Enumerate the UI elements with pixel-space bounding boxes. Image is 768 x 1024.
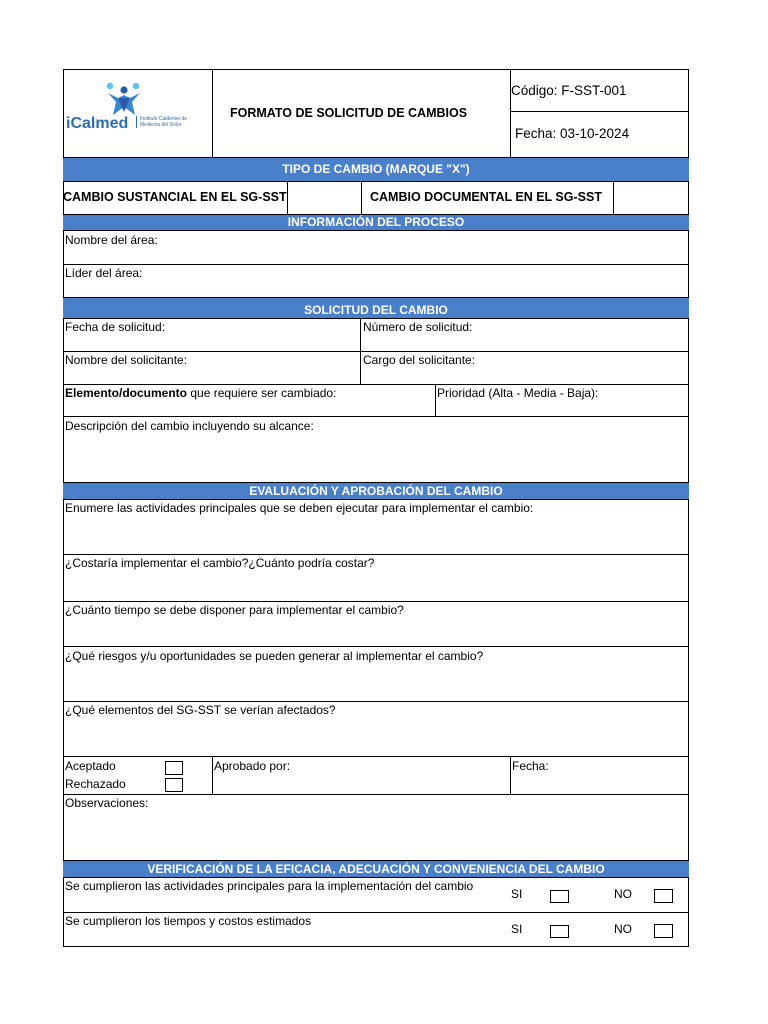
border-right bbox=[688, 69, 689, 947]
option-divider-2 bbox=[361, 182, 362, 215]
change-request-form bbox=[63, 69, 689, 947]
description-label: Descripción del cambio incluyendo su alcance: bbox=[65, 419, 314, 433]
verify-time-cost-no-label: NO bbox=[614, 922, 632, 936]
row-line bbox=[63, 416, 689, 417]
requester-role-label: Cargo del solicitante: bbox=[363, 353, 476, 367]
verify-activities-yes-checkbox[interactable] bbox=[550, 890, 569, 903]
row-line bbox=[63, 794, 689, 795]
logo-subtext: Instituto Caldense de Medicina del Dolor bbox=[136, 116, 192, 128]
verify-activities-yes-label: SI bbox=[511, 887, 523, 901]
element-label-rest: que requiere ser cambiado: bbox=[187, 386, 337, 400]
rejected-label: Rechazado bbox=[65, 777, 126, 791]
cell-divider bbox=[212, 756, 213, 794]
element-label-bold: Elemento/documento bbox=[65, 386, 188, 400]
option-documental-mark-cell[interactable] bbox=[614, 183, 688, 214]
option-sustancial: CAMBIO SUSTANCIAL EN EL SG-SST bbox=[63, 190, 287, 204]
form-code: Código: F-SST-001 bbox=[511, 83, 627, 98]
accepted-checkbox[interactable] bbox=[165, 761, 183, 775]
approval-date-label: Fecha: bbox=[512, 759, 549, 773]
band-verificacion: VERIFICACIÓN DE LA EFICACIA, ADECUACIÓN Y CONVENIENCIA DEL CAMBIO bbox=[63, 860, 689, 878]
risks-label: ¿Qué riesgos y/u oportunidades se pueden generar al implementar el cambio? bbox=[65, 649, 484, 663]
row-line bbox=[63, 646, 689, 647]
cell-divider bbox=[435, 384, 436, 417]
rejected-checkbox[interactable] bbox=[165, 778, 183, 792]
form-date: Fecha: 03-10-2024 bbox=[515, 126, 630, 141]
observations-label: Observaciones: bbox=[65, 796, 149, 810]
band-solicitud: SOLICITUD DEL CAMBIO bbox=[63, 297, 689, 319]
element-label bbox=[65, 386, 336, 400]
band-tipo-cambio: TIPO DE CAMBIO (MARQUE "X") bbox=[63, 157, 689, 182]
verify-time-cost-label: Se cumplieron los tiempos y costos estimados bbox=[65, 914, 312, 928]
row-line bbox=[63, 264, 689, 265]
area-name-label: Nombre del área: bbox=[65, 233, 158, 247]
cell-divider bbox=[360, 319, 361, 385]
area-leader-label: Líder del área: bbox=[65, 266, 143, 280]
accepted-label: Aceptado bbox=[65, 759, 116, 773]
row-line bbox=[63, 351, 689, 352]
header-divider-1 bbox=[212, 69, 213, 157]
row-line bbox=[63, 384, 689, 385]
cost-label: ¿Costaría implementar el cambio?¿Cuánto podría costar? bbox=[65, 556, 375, 570]
band-evaluacion: EVALUACIÓN Y APROBACIÓN DEL CAMBIO bbox=[63, 482, 689, 500]
request-number-label: Número de solicitud: bbox=[363, 320, 473, 334]
affected-elements-label: ¿Qué elementos del SG-SST se verían afectados? bbox=[65, 703, 336, 717]
cell-divider bbox=[510, 756, 511, 794]
verify-activities-no-checkbox[interactable] bbox=[654, 889, 673, 903]
time-label: ¿Cuánto tiempo se debe disponer para implementar el cambio? bbox=[65, 603, 404, 617]
verify-time-cost-yes-checkbox[interactable] bbox=[550, 925, 569, 938]
row-line bbox=[63, 701, 689, 702]
verify-activities-label: Se cumplieron las actividades principales para la implementación del cambio bbox=[65, 879, 474, 893]
row-line bbox=[63, 756, 689, 757]
form-title: FORMATO DE SOLICITUD DE CAMBIOS bbox=[230, 106, 468, 120]
priority-label: Prioridad (Alta - Media - Baja): bbox=[437, 386, 599, 400]
option-documental: CAMBIO DOCUMENTAL EN EL SG-SST bbox=[370, 190, 602, 204]
verify-time-cost-yes-label: SI bbox=[511, 922, 523, 936]
logo-text: iCalmed bbox=[66, 115, 129, 132]
activities-label: Enumere las actividades principales que se deben ejecutar para implementar el cambio: bbox=[65, 501, 534, 515]
band-info-proceso: INFORMACIÓN DEL PROCESO bbox=[63, 214, 689, 231]
logo bbox=[64, 70, 211, 156]
row-line bbox=[63, 601, 689, 602]
header-divider-3 bbox=[510, 111, 689, 112]
approved-by-label: Aprobado por: bbox=[214, 759, 291, 773]
logo-figure-icon bbox=[64, 70, 211, 156]
row-line bbox=[63, 912, 689, 913]
verify-activities-no-label: NO bbox=[614, 887, 632, 901]
option-sustancial-mark-cell[interactable] bbox=[288, 183, 361, 214]
border-bottom bbox=[63, 946, 689, 947]
verify-time-cost-no-checkbox[interactable] bbox=[654, 924, 673, 938]
row-line bbox=[63, 554, 689, 555]
request-date-label: Fecha de solicitud: bbox=[65, 320, 166, 334]
requester-name-label: Nombre del solicitante: bbox=[65, 353, 188, 367]
